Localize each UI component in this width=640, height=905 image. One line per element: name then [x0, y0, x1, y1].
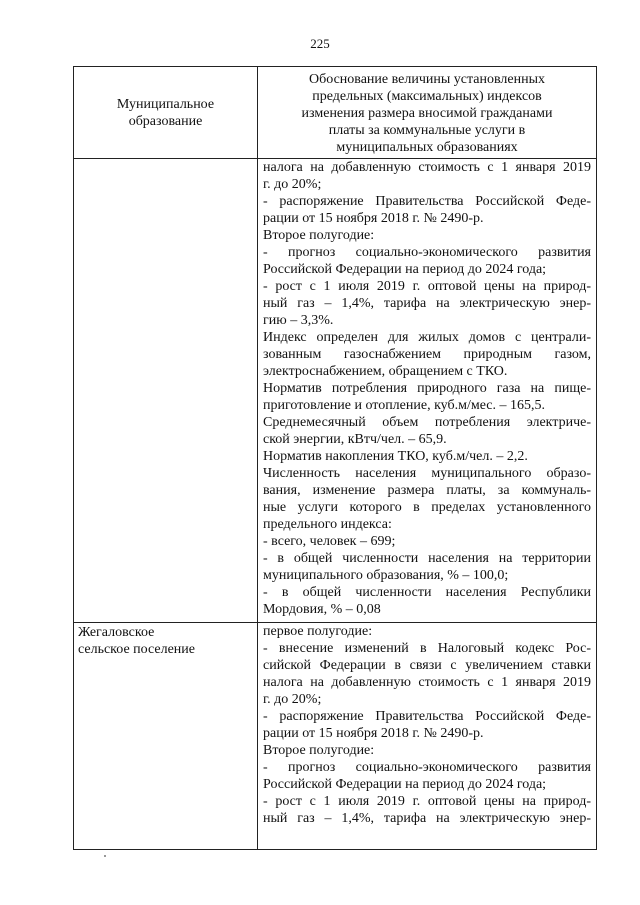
justification-line: приготовление и отопление, куб.м/мес. – 165,5. [263, 398, 546, 413]
justification-line: - прогноз социально-экономического развития [263, 760, 591, 775]
justification-line: ный газ – 1,4%, тарифа на электрическую энер- [263, 811, 591, 826]
justification-line: - рост с 1 июля 2019 г. оптовой цены на природ- [263, 279, 591, 294]
justification-line: Норматив потребления природного газа на пище- [263, 381, 591, 396]
justification-line: муниципального образования, % – 100,0; [263, 568, 509, 583]
justification-line: г. до 20%; [263, 177, 322, 192]
header-justification [258, 67, 597, 159]
justification-line: ный газ – 1,4%, тарифа на электрическую энер- [263, 296, 591, 311]
municipality-name: сельское поселение [78, 642, 195, 657]
tariff-index-table [73, 66, 597, 850]
justification-line: налога на добавленную стоимость с 1 января 2019 [263, 675, 591, 690]
justification-line: электроснабжением, обращением с ТКО. [263, 364, 508, 379]
table-row [74, 623, 597, 850]
header-text: предельных (максимальных) индексов [312, 89, 542, 104]
justification-line: - распоряжение Правительства Российской Феде- [263, 709, 591, 724]
justification-line: зованным газоснабжением природным газом, [263, 347, 591, 362]
municipality-cell [74, 623, 258, 850]
justification-line: предельного индекса: [263, 517, 392, 532]
justification-line: Среднемесячный объем потребления электриче- [263, 415, 591, 430]
justification-line: рации от 15 ноября 2018 г. № 2490-р. [263, 211, 484, 226]
scan-dot [104, 855, 106, 857]
justification-line: - всего, человек – 699; [263, 534, 396, 549]
municipality-name: Жегаловское [78, 625, 155, 640]
header-text: образование [128, 113, 203, 129]
justification-cell [258, 623, 597, 850]
table-row [74, 159, 597, 623]
header-text: Обоснование величины установленных [308, 72, 545, 87]
justification-line: - рост с 1 июля 2019 г. оптовой цены на природ- [263, 794, 591, 809]
header-text: платы за коммунальные услуги в [328, 123, 526, 138]
justification-line: - распоряжение Правительства Российской Феде- [263, 194, 591, 209]
justification-line: гию – 3,3%. [263, 313, 334, 328]
justification-line: Российской Федерации на период до 2024 года; [263, 262, 547, 277]
header-text: Муниципальное [116, 96, 215, 112]
justification-line: Второе полугодие: [263, 743, 375, 758]
table-header-row [74, 67, 597, 159]
justification-line: Численность населения муниципального образо- [263, 466, 591, 481]
justification-line: Мордовия, % – 0,08 [263, 602, 381, 617]
justification-line: - в общей численности населения на территории [263, 551, 591, 566]
justification-line: г. до 20%; [263, 692, 322, 707]
page-number: 225 [310, 36, 330, 51]
justification-line: - внесение изменений в Налоговый кодекс Рос- [263, 641, 591, 656]
justification-line: Индекс определен для жилых домов с централи- [263, 330, 591, 345]
justification-cell [258, 159, 597, 623]
justification-line: Российской Федерации на период до 2024 года; [263, 777, 547, 792]
justification-line: ные услуги которого в пределах установленного [263, 500, 591, 515]
justification-line: - прогноз социально-экономического развития [263, 245, 591, 260]
header-municipality [74, 67, 258, 159]
justification-line: сийской Федерации в связи с увеличением ставки [263, 658, 591, 673]
justification-line: ской энергии, кВтч/чел. – 65,9. [263, 432, 447, 447]
justification-line: вания, изменение размера платы, за коммуналь- [263, 483, 591, 498]
justification-line: рации от 15 ноября 2018 г. № 2490-р. [263, 726, 484, 741]
justification-line: налога на добавленную стоимость с 1 января 2019 [263, 160, 591, 175]
header-text: муниципальных образованиях [336, 140, 518, 155]
justification-line: Норматив накопления ТКО, куб.м/чел. – 2,2. [263, 449, 528, 464]
justification-line: - в общей численности населения Республики [263, 585, 591, 600]
header-text: изменения размера вносимой гражданами [301, 106, 553, 121]
justification-line: Второе полугодие: [263, 228, 375, 243]
municipality-cell [74, 159, 258, 623]
justification-line: первое полугодие: [263, 624, 373, 639]
